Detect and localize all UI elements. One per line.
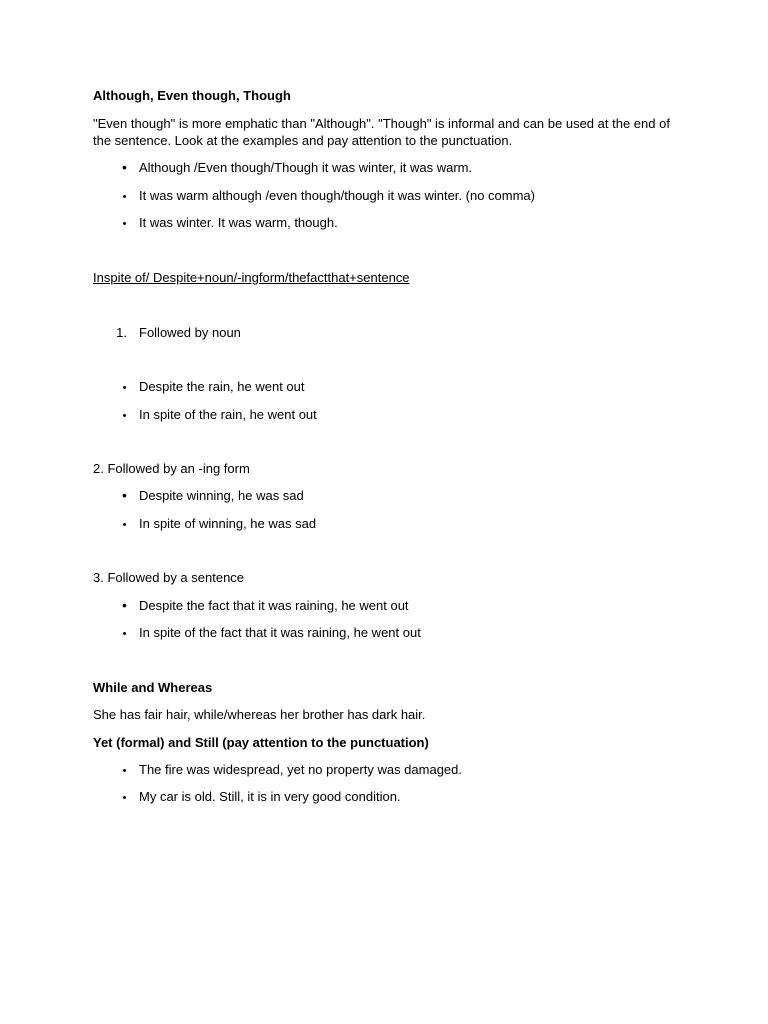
list-item-text: Although /Even though/Though it was winter, it was warm. xyxy=(139,160,473,175)
list-item xyxy=(110,515,316,534)
list-item-text: In spite of the rain, he went out xyxy=(139,407,317,422)
bullet-marker: • xyxy=(122,159,127,175)
heading-while-whereas: While and Whereas xyxy=(93,680,213,695)
bullet-marker: • xyxy=(122,487,127,503)
heading-although: Although, Even though, Though xyxy=(93,88,291,103)
list-item xyxy=(110,487,304,504)
list-item-text: In spite of winning, he was sad xyxy=(139,516,317,531)
bullet-marker: • xyxy=(122,410,127,422)
while-example: She has fair hair, while/whereas her brother has dark hair. xyxy=(93,707,426,722)
list-item xyxy=(110,159,472,176)
heading-yet-still: Yet (formal) and Still (pay attention to the punctuation) xyxy=(93,735,429,750)
list-item-text: My car is old. Still, it is in very good condition. xyxy=(139,789,401,804)
list-item xyxy=(110,624,421,643)
subheading-sentence: 3. Followed by a sentence xyxy=(93,570,245,585)
bullet-marker: • xyxy=(122,382,127,394)
list-item-text: It was warm although /even though/though it was winter. (no comma) xyxy=(139,188,535,203)
list-item-text: The fire was widespread, yet no property was damaged. xyxy=(139,762,463,777)
list-item xyxy=(110,761,462,780)
list-item-text: Despite the rain, he went out xyxy=(139,379,305,394)
list-item-text: Despite the fact that it was raining, he went out xyxy=(139,598,409,613)
list-item xyxy=(110,788,401,807)
bullet-marker: • xyxy=(122,218,127,230)
number-marker: 1. xyxy=(116,325,127,340)
list-item xyxy=(110,214,338,233)
list-item-text: Despite winning, he was sad xyxy=(139,488,304,503)
bullet-marker: • xyxy=(122,628,127,640)
list-item xyxy=(110,406,317,425)
numbered-item xyxy=(110,324,241,341)
list-item-text: It was winter. It was warm, though. xyxy=(139,215,338,230)
bullet-marker: • xyxy=(122,597,127,613)
bullet-marker: • xyxy=(122,519,127,531)
list-item xyxy=(110,597,409,614)
heading-inspite: Inspite of/ Despite+noun/-ingform/thefactthat+sentence xyxy=(93,270,410,285)
list-item xyxy=(110,378,305,397)
bullet-marker: • xyxy=(122,765,127,777)
list-item-text: In spite of the fact that it was raining, he went out xyxy=(139,625,421,640)
bullet-marker: • xyxy=(122,191,127,203)
list-item xyxy=(110,187,535,206)
bullet-marker: • xyxy=(122,792,127,804)
intro-paragraph: "Even though" is more emphatic than "Although". "Though" is informal and can be used at the end of the sentence. Look at the examples and pay attention to the punctuation. xyxy=(93,116,670,148)
subheading-ing-form: 2. Followed by an -ing form xyxy=(93,461,250,476)
numbered-item-text: Followed by noun xyxy=(139,325,241,340)
